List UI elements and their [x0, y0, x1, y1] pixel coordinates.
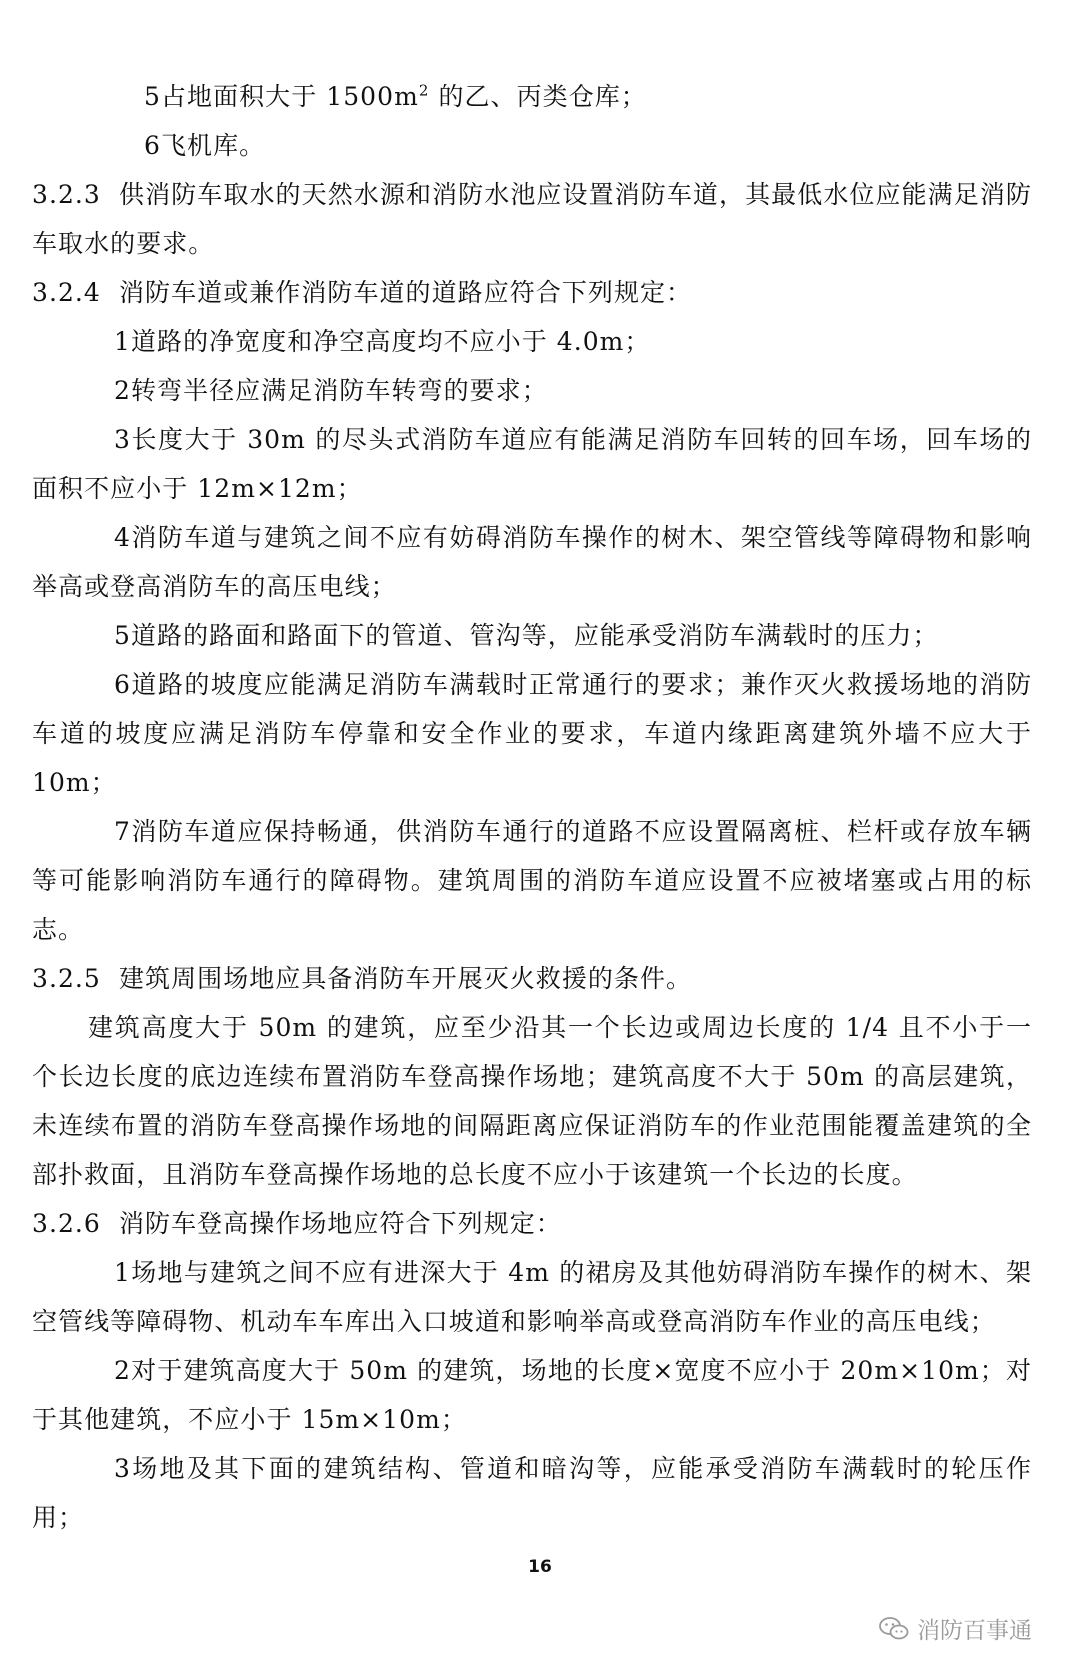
body-paragraph	[32, 1003, 1032, 1199]
item-text: 道路的净宽度和净空高度均不应小于 4.0m；	[130, 327, 651, 356]
list-item	[32, 415, 1032, 513]
item-number: 4	[114, 523, 131, 552]
item-text: 供消防车取水的天然水源和消防水池应设置消防车道，其最低水位应能满足消防车取水的要求。	[32, 180, 1032, 258]
item-text: 消防车道应保持畅通，供消防车通行的道路不应设置隔离桩、栏杆或存放车辆等可能影响消防车通行的障碍物。建筑周围的消防车道应设置不应被堵塞或占用的标志。	[32, 817, 1032, 944]
list-item	[32, 513, 1032, 611]
item-text: 对于建筑高度大于 50m 的建筑，场地的长度×宽度不应小于 20m×10m；对于其他建筑，不应小于 15m×10m；	[32, 1356, 1032, 1434]
item-number: 3	[114, 425, 131, 454]
clause-number: 3.2.6	[32, 1209, 101, 1238]
item-number: 1	[114, 327, 131, 356]
clause-number: 3.2.3	[32, 180, 101, 209]
list-item	[32, 807, 1032, 954]
item-text: 转弯半径应满足消防车转弯的要求；	[130, 376, 548, 405]
item-number: 5	[114, 621, 131, 650]
item-text: 场地与建筑之间不应有进深大于 4m 的裙房及其他妨碍消防车操作的树木、架空管线等障碍物、机动车车库出入口坡道和影响举高或登高消防车作业的高压电线；	[32, 1258, 1032, 1336]
item-number: 1	[114, 1258, 131, 1287]
item-number: 5	[144, 82, 161, 111]
item-text: 场地及其下面的建筑结构、管道和暗沟等，应能承受消防车满载时的轮压作用；	[32, 1454, 1032, 1532]
clause-3-2-6	[32, 1199, 1032, 1248]
clause-number: 3.2.5	[32, 964, 101, 993]
item-number: 6	[144, 131, 161, 160]
list-item	[32, 1346, 1032, 1444]
list-item	[32, 317, 1032, 366]
item-text: 长度大于 30m 的尽头式消防车道应有能满足消防车回转的回车场，回车场的面积不应小于 12m×12m；	[32, 425, 1032, 503]
list-item	[32, 121, 1032, 170]
item-text: 建筑高度大于 50m 的建筑，应至少沿其一个长边或周边长度的 1/4 且不小于一个长边长度的底边连续布置消防车登高操作场地；建筑高度不大于 50m 的高层建筑，未连续布置的消防车登高操作场地的间隔距离应保证消防车的作业范围能覆盖建筑的全部扑救面，且消防车登高操作场地的总长度不应小于该建筑一个长边的长度。	[32, 1013, 1032, 1189]
item-text: 消防车道与建筑之间不应有妨碍消防车操作的树木、架空管线等障碍物和影响举高或登高消防车的高压电线；	[32, 523, 1032, 601]
watermark-text: 消防百事通	[917, 1618, 1032, 1644]
item-number: 2	[114, 1356, 131, 1385]
document-body	[32, 72, 1032, 1542]
item-text: 建筑周围场地应具备消防车开展灭火救援的条件。	[119, 964, 693, 993]
item-text: 消防车登高操作场地应符合下列规定：	[119, 1209, 562, 1238]
list-item	[32, 72, 1032, 121]
item-text: 占地面积大于 1500m	[160, 82, 419, 111]
list-item	[32, 660, 1032, 807]
list-item	[32, 366, 1032, 415]
list-item	[32, 1248, 1032, 1346]
page-number: 16	[528, 1557, 552, 1577]
item-number: 3	[114, 1454, 131, 1483]
item-number: 2	[114, 376, 131, 405]
watermark	[879, 1612, 1032, 1645]
item-text: 道路的坡度应能满足消防车满载时正常通行的要求；兼作灭火救援场地的消防车道的坡度应满足消防车停靠和安全作业的要求，车道内缘距离建筑外墙不应大于 10m；	[32, 670, 1032, 797]
superscript: 2	[418, 81, 430, 100]
wechat-icon	[879, 1616, 909, 1642]
item-text: 消防车道或兼作消防车道的道路应符合下列规定：	[119, 278, 693, 307]
clause-3-2-5	[32, 954, 1032, 1003]
item-number: 7	[114, 817, 131, 846]
item-text: 飞机库。	[160, 131, 266, 160]
list-item	[32, 1444, 1032, 1542]
clause-3-2-3	[32, 170, 1032, 268]
clause-number: 3.2.4	[32, 278, 101, 307]
item-text-tail: 的乙、丙类仓库；	[429, 82, 647, 111]
item-number: 6	[114, 670, 131, 699]
item-text: 道路的路面和路面下的管道、管沟等，应能承受消防车满载时的压力；	[130, 621, 939, 650]
list-item	[32, 611, 1032, 660]
clause-3-2-4	[32, 268, 1032, 317]
